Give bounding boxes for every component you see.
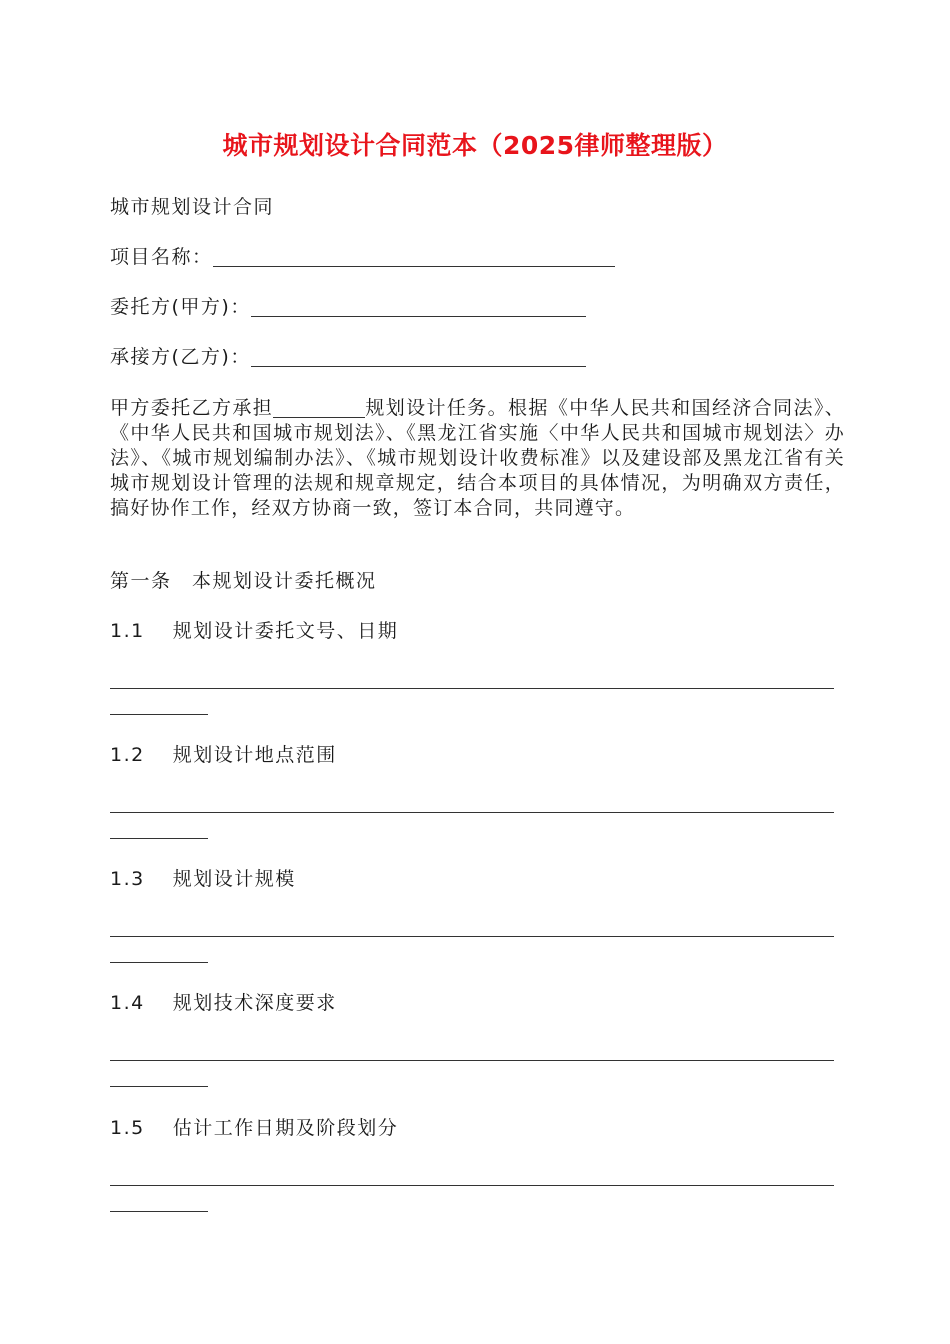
section-number: 1.4	[110, 992, 145, 1014]
section-1-4-fill-line[interactable]	[110, 1060, 834, 1061]
project-name-line	[110, 245, 615, 270]
section-1-5-fill-line[interactable]	[110, 1185, 834, 1186]
section-1-4-fill-line-end[interactable]	[110, 1086, 208, 1087]
section-number: 1.2	[110, 744, 145, 766]
section-label: 规划设计地点范围	[172, 744, 337, 766]
section-number: 1.3	[110, 868, 145, 890]
section-1-2-fill-line-end[interactable]	[110, 838, 208, 839]
section-1-5-fill-line-end[interactable]	[110, 1211, 208, 1212]
article1-heading: 第一条 本规划设计委托概况	[110, 570, 377, 592]
party-a-line	[110, 295, 586, 320]
section-1-5-heading	[110, 1116, 398, 1141]
section-number: 1.1	[110, 620, 145, 642]
section-label: 规划技术深度要求	[172, 992, 337, 1014]
section-1-3-fill-line[interactable]	[110, 936, 834, 937]
section-1-3-fill-line-end[interactable]	[110, 962, 208, 963]
section-label: 规划设计规模	[172, 868, 296, 890]
section-1-1-fill-line[interactable]	[110, 688, 834, 689]
project-name-blank[interactable]	[213, 250, 615, 267]
party-a-label: 委托方(甲方)：	[110, 296, 251, 318]
section-1-2-heading	[110, 743, 337, 768]
section-1-2-fill-line[interactable]	[110, 812, 834, 813]
project-name-label: 项目名称：	[110, 246, 213, 268]
contract-name: 城市规划设计合同	[110, 196, 275, 218]
section-label: 估计工作日期及阶段划分	[172, 1117, 399, 1139]
section-label: 规划设计委托文号、日期	[172, 620, 399, 642]
party-b-line	[110, 345, 586, 370]
intro-part1: 甲方委托乙方承担	[110, 397, 274, 419]
party-a-blank[interactable]	[251, 300, 586, 317]
section-number: 1.5	[110, 1117, 145, 1139]
document-title: 城市规划设计合同范本（2025律师整理版）	[222, 131, 728, 160]
party-b-blank[interactable]	[251, 350, 586, 367]
section-1-4-heading	[110, 991, 337, 1016]
intro-part2: 规划设计任务。根据《中华人民共和国经济合同法》、《中华人民共和国城市规划法》、《黑龙江省实施〈中华人民共和国城市规划法〉办法》、《城市规划编制办法》、《城市规划设计收费标准》以及建设部及黑龙江省有关城市规划设计管理的法规和规章规定，结合本项目的具体情况，为明确双方责任，搞好协作工作，经双方协商一致，签订本合同，共同遵守。	[110, 397, 845, 519]
section-1-1-fill-line-end[interactable]	[110, 714, 208, 715]
intro-paragraph	[110, 396, 845, 521]
task-blank[interactable]	[273, 401, 365, 418]
party-b-label: 承接方(乙方)：	[110, 346, 251, 368]
section-1-3-heading	[110, 867, 296, 892]
section-1-1-heading	[110, 619, 398, 644]
